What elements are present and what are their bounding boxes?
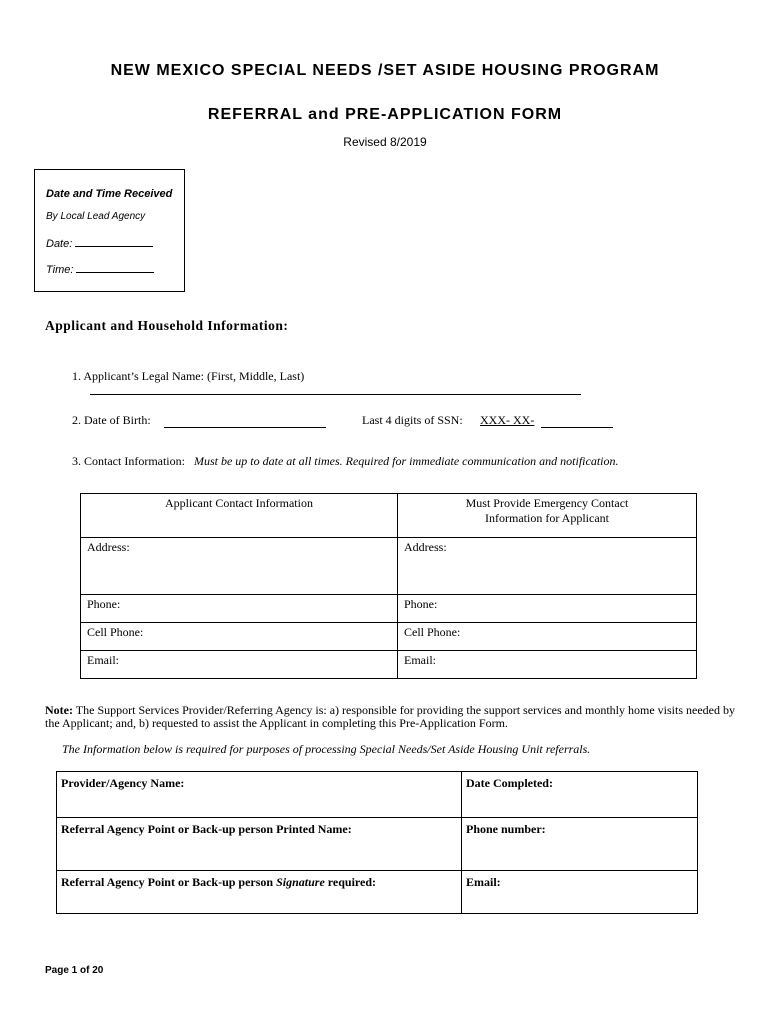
applicant-cell-phone-field[interactable]: Cell Phone: (81, 623, 398, 651)
signature-field[interactable]: Referral Agency Point or Back-up person Signature required: (57, 871, 462, 914)
legal-name-field[interactable] (90, 394, 581, 395)
page-number: Page 1 of 20 (45, 965, 104, 976)
form-title-line1: NEW MEXICO SPECIAL NEEDS /SET ASIDE HOUSING PROGRAM (110, 62, 660, 79)
received-date-label: Date: (46, 236, 153, 250)
received-time-label: Time: (46, 262, 154, 276)
revision-date: Revised 8/2019 (343, 135, 427, 149)
emergency-email-field[interactable]: Email: (398, 651, 697, 679)
received-box-title: Date and Time Received (46, 188, 173, 200)
email-field[interactable]: Email: (462, 871, 698, 914)
info-line: The Information below is required for purposes of processing Special Needs/Set Aside Housing Unit referrals. (62, 742, 591, 756)
ssn-label: Last 4 digits of SSN: (362, 413, 463, 427)
date-time-received-box (34, 169, 185, 292)
ssn-prefix: XXX- XX- (480, 413, 535, 427)
dob-field[interactable] (164, 427, 326, 428)
provider-agency-name-field[interactable]: Provider/Agency Name: (57, 772, 462, 818)
contact-table (80, 493, 697, 679)
date-completed-field[interactable]: Date Completed: (462, 772, 698, 818)
note-text: The Support Services Provider/Referring Agency is: a) responsible for providing the support services and monthly home visits needed by the Applicant; and, b) requested to assist the Applicant in completing this Pre-Application Form. (45, 703, 735, 730)
applicant-phone-field[interactable]: Phone: (81, 595, 398, 623)
contact-info-note: Must be up to date at all times. Required for immediate communication and notification. (193, 454, 619, 468)
phone-number-field[interactable]: Phone number: (462, 818, 698, 871)
note-label: Note: (45, 703, 73, 717)
emergency-address-field[interactable]: Address: (398, 538, 697, 595)
agency-table (56, 771, 698, 914)
received-time-field[interactable] (76, 262, 154, 273)
form-title-line2: REFERRAL and PRE-APPLICATION FORM (207, 106, 563, 123)
section-heading: Applicant and Household Information: (45, 318, 289, 333)
emergency-phone-field[interactable]: Phone: (398, 595, 697, 623)
printed-name-field[interactable]: Referral Agency Point or Back-up person Printed Name: (57, 818, 462, 871)
question-dob-label: 2. Date of Birth: (72, 413, 151, 427)
note-paragraph (45, 704, 735, 730)
emergency-cell-phone-field[interactable]: Cell Phone: (398, 623, 697, 651)
question-legal-name: 1. Applicant’s Legal Name: (First, Middle, Last) (72, 369, 305, 383)
received-box-subtitle: By Local Lead Agency (46, 211, 146, 222)
emergency-contact-header: Must Provide Emergency Contact Information for Applicant (398, 494, 697, 538)
applicant-address-field[interactable]: Address: (81, 538, 398, 595)
ssn-field[interactable] (541, 427, 613, 428)
question-contact-info: 3. Contact Information: Must be up to date at all times. Required for immediate communication and notification. (72, 454, 619, 468)
applicant-contact-header: Applicant Contact Information (81, 494, 398, 538)
received-date-field[interactable] (75, 236, 153, 247)
applicant-email-field[interactable]: Email: (81, 651, 398, 679)
